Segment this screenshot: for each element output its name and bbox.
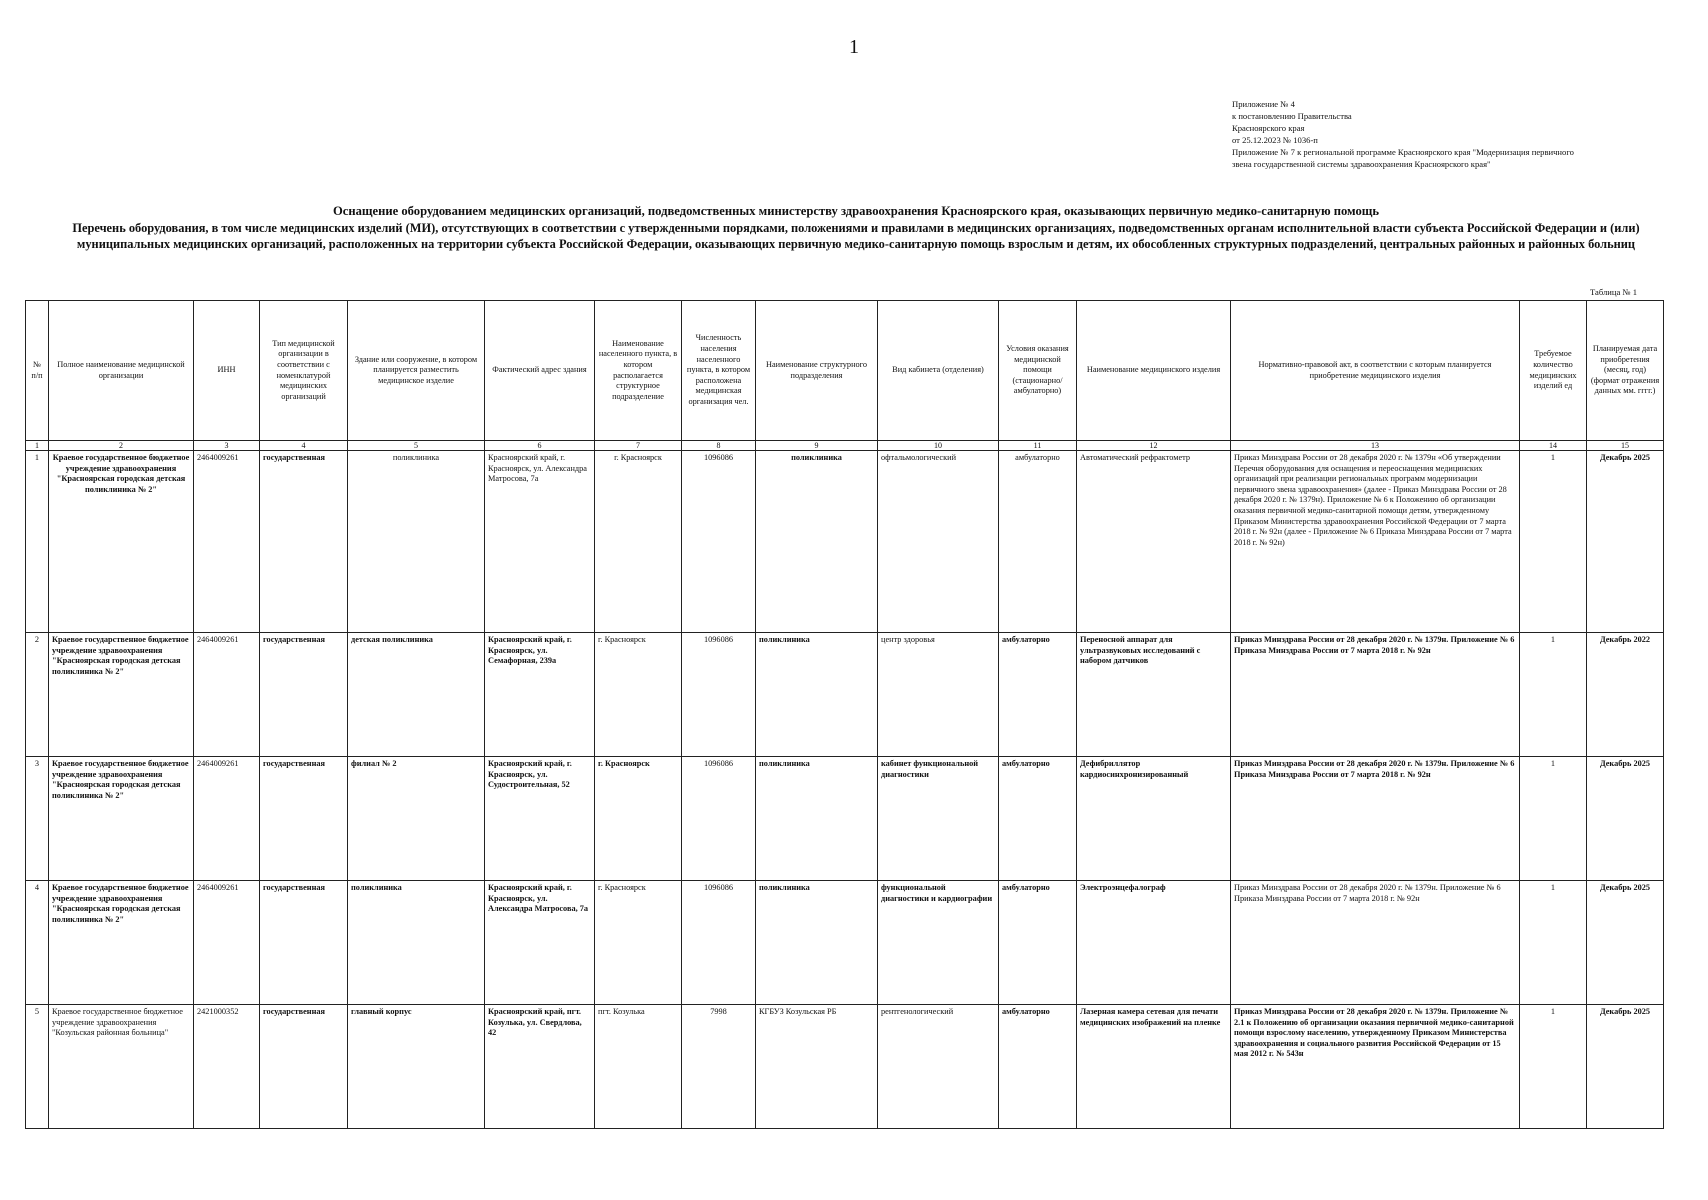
appendix-line: к постановлению Правительства bbox=[1232, 111, 1352, 121]
cell-locality: г. Красноярск bbox=[595, 451, 682, 633]
cell-cabinet: офтальмологический bbox=[878, 451, 999, 633]
cell-inn: 2421000352 bbox=[194, 1005, 260, 1129]
title-list: Перечень оборудования, в том числе медицинских изделий (МИ), отсутствующих в соответствии с утвержденными порядками, положениями и правилами в медицинских организациях, подведомственных органам исполнительной власти субъекта Российской Федерации и (или) муниципальных медицинских организаций, расположенных на территории субъекта Российской Федерации, оказывающих первичную медико-санитарную помощь взрослым и детям, их обособленных структурных подразделений, центральных районных и районных больниц bbox=[72, 221, 1640, 251]
cell-quantity: 1 bbox=[1520, 451, 1587, 633]
cell-quantity: 1 bbox=[1520, 881, 1587, 1005]
cell-date: Декабрь 2025 bbox=[1587, 881, 1664, 1005]
cell-address: Красноярский край, г. Красноярск, ул. Александра Матросова, 7а bbox=[485, 451, 595, 633]
cell-building: главный корпус bbox=[348, 1005, 485, 1129]
column-number: 13 bbox=[1231, 441, 1520, 451]
appendix-line: звена государственной системы здравоохранения Красноярского края" bbox=[1232, 159, 1491, 169]
column-header: Наименование населенного пункта, в котором располагается структурное подразделение bbox=[595, 301, 682, 441]
column-number: 4 bbox=[260, 441, 348, 451]
cell-organization: Краевое государственное бюджетное учреждение здравоохранения "Красноярская городская детская поликлиника № 2" bbox=[49, 633, 194, 757]
cell-device: Электроэнцефалограф bbox=[1077, 881, 1231, 1005]
cell-type: государственная bbox=[260, 633, 348, 757]
column-header: Наименование медицинского изделия bbox=[1077, 301, 1231, 441]
column-number: 12 bbox=[1077, 441, 1231, 451]
cell-legal-act: Приказ Минздрава России от 28 декабря 2020 г. № 1379н. Приложение № 6 Приказа Минздрава России от 7 марта 2018 г. № 92н bbox=[1231, 757, 1520, 881]
cell-legal-act: Приказ Минздрава России от 28 декабря 2020 г. № 1379н. Приложение № 2.1 к Положению об организации оказания первичной медико-санитарной помощи взрослому населению, утвержденному Приказом Министерства здравоохранения и социального развития Российской Федерации от 15 мая 2012 г. № 543н bbox=[1231, 1005, 1520, 1129]
cell-conditions: амбулаторно bbox=[999, 633, 1077, 757]
cell-organization: Краевое государственное бюджетное учреждение здравоохранения "Красноярская городская детская поликлиника № 2" bbox=[49, 451, 194, 633]
table-header-row bbox=[26, 301, 1664, 441]
cell-date: Декабрь 2025 bbox=[1587, 451, 1664, 633]
cell-address: Красноярский край, г. Красноярск, ул. Семафорная, 239а bbox=[485, 633, 595, 757]
cell-legal-act: Приказ Минздрава России от 28 декабря 2020 г. № 1379н. Приложение № 6 Приказа Минздрава России от 7 марта 2018 г. № 92н bbox=[1231, 633, 1520, 757]
cell-inn: 2464009261 bbox=[194, 633, 260, 757]
column-number: 8 bbox=[682, 441, 756, 451]
cell-number: 2 bbox=[26, 633, 49, 757]
column-number: 2 bbox=[49, 441, 194, 451]
cell-subdivision: поликлиника bbox=[756, 633, 878, 757]
cell-building: детская поликлиника bbox=[348, 633, 485, 757]
cell-inn: 2464009261 bbox=[194, 757, 260, 881]
appendix-line: Красноярского края bbox=[1232, 123, 1305, 133]
cell-address: Красноярский край, г. Красноярск, ул. Александра Матросова, 7а bbox=[485, 881, 595, 1005]
cell-number: 4 bbox=[26, 881, 49, 1005]
cell-type: государственная bbox=[260, 757, 348, 881]
cell-address: Красноярский край, г. Красноярск, ул. Судостроительная, 52 bbox=[485, 757, 595, 881]
cell-cabinet: рентгенологический bbox=[878, 1005, 999, 1129]
column-number: 15 bbox=[1587, 441, 1664, 451]
cell-type: государственная bbox=[260, 881, 348, 1005]
table-row bbox=[26, 1005, 1664, 1129]
column-header: Нормативно-правовой акт, в соответствии с которым планируется приобретение медицинского изделия bbox=[1231, 301, 1520, 441]
table-row bbox=[26, 451, 1664, 633]
column-number: 9 bbox=[756, 441, 878, 451]
column-number: 3 bbox=[194, 441, 260, 451]
cell-cabinet: функциональной диагностики и кардиографии bbox=[878, 881, 999, 1005]
column-header: Здание или сооружение, в котором планируется разместить медицинское изделие bbox=[348, 301, 485, 441]
cell-population: 7998 bbox=[682, 1005, 756, 1129]
cell-device: Дефибриллятор кардиосинхронизированный bbox=[1077, 757, 1231, 881]
column-header: Численность населения населенного пункта, в котором расположена медицинская организация чел. bbox=[682, 301, 756, 441]
appendix-line: Приложение № 7 к региональной программе Красноярского края "Модернизация первичного bbox=[1232, 147, 1574, 157]
column-number: 5 bbox=[348, 441, 485, 451]
cell-date: Декабрь 2025 bbox=[1587, 1005, 1664, 1129]
cell-subdivision: поликлиника bbox=[756, 881, 878, 1005]
table-row bbox=[26, 757, 1664, 881]
table-row bbox=[26, 633, 1664, 757]
cell-conditions: амбулаторно bbox=[999, 881, 1077, 1005]
column-number: 1 bbox=[26, 441, 49, 451]
cell-organization: Краевое государственное бюджетное учреждение здравоохранения "Красноярская городская детская поликлиника № 2" bbox=[49, 881, 194, 1005]
appendix-note bbox=[1232, 98, 1672, 170]
appendix-line: от 25.12.2023 № 1036-п bbox=[1232, 135, 1318, 145]
column-header: Фактический адрес здания bbox=[485, 301, 595, 441]
cell-cabinet: кабинет функциональной диагностики bbox=[878, 757, 999, 881]
cell-date: Декабрь 2022 bbox=[1587, 633, 1664, 757]
cell-building: филиал № 2 bbox=[348, 757, 485, 881]
cell-device: Переносной аппарат для ультразвуковых исследований с набором датчиков bbox=[1077, 633, 1231, 757]
equipment-table bbox=[25, 300, 1664, 1129]
column-header: № п/п bbox=[26, 301, 49, 441]
cell-quantity: 1 bbox=[1520, 1005, 1587, 1129]
cell-population: 1096086 bbox=[682, 633, 756, 757]
column-header: Наименование структурного подразделения bbox=[756, 301, 878, 441]
column-header: Планируемая дата приобретения (месяц, год) (формат отражения данных мм. гггг.) bbox=[1587, 301, 1664, 441]
cell-date: Декабрь 2025 bbox=[1587, 757, 1664, 881]
cell-organization: Краевое государственное бюджетное учреждение здравоохранения "Козульская районная больница" bbox=[49, 1005, 194, 1129]
cell-building: поликлиника bbox=[348, 881, 485, 1005]
table-row bbox=[26, 881, 1664, 1005]
cell-address: Красноярский край, пгт. Козулька, ул. Свердлова, 42 bbox=[485, 1005, 595, 1129]
document-titles bbox=[50, 203, 1662, 252]
cell-locality: г. Красноярск bbox=[595, 881, 682, 1005]
cell-type: государственная bbox=[260, 451, 348, 633]
cell-subdivision: КГБУЗ Козульская РБ bbox=[756, 1005, 878, 1129]
column-number-row bbox=[26, 441, 1664, 451]
cell-device: Автоматический рефрактометр bbox=[1077, 451, 1231, 633]
cell-population: 1096086 bbox=[682, 451, 756, 633]
column-header: Полное наименование медицинской организации bbox=[49, 301, 194, 441]
cell-quantity: 1 bbox=[1520, 757, 1587, 881]
cell-locality: пгт. Козулька bbox=[595, 1005, 682, 1129]
cell-number: 5 bbox=[26, 1005, 49, 1129]
cell-population: 1096086 bbox=[682, 881, 756, 1005]
column-header: ИНН bbox=[194, 301, 260, 441]
column-header: Тип медицинской организации в соответствии с номенклатурой медицинских организаций bbox=[260, 301, 348, 441]
cell-type: государственная bbox=[260, 1005, 348, 1129]
column-number: 11 bbox=[999, 441, 1077, 451]
cell-device: Лазерная камера сетевая для печати медицинских изображений на пленке bbox=[1077, 1005, 1231, 1129]
cell-subdivision: поликлиника bbox=[756, 451, 878, 633]
cell-organization: Краевое государственное бюджетное учреждение здравоохранения "Красноярская городская детская поликлиника № 2" bbox=[49, 757, 194, 881]
cell-conditions: амбулаторно bbox=[999, 451, 1077, 633]
cell-conditions: амбулаторно bbox=[999, 1005, 1077, 1129]
cell-number: 3 bbox=[26, 757, 49, 881]
cell-locality: г. Красноярск bbox=[595, 757, 682, 881]
cell-legal-act: Приказ Минздрава России от 28 декабря 2020 г. № 1379н. Приложение № 6 Приказа Минздрава России от 7 марта 2018 г. № 92н bbox=[1231, 881, 1520, 1005]
column-number: 14 bbox=[1520, 441, 1587, 451]
cell-conditions: амбулаторно bbox=[999, 757, 1077, 881]
column-header: Требуемое количество медицинских изделий ед bbox=[1520, 301, 1587, 441]
column-number: 10 bbox=[878, 441, 999, 451]
cell-legal-act: Приказ Минздрава России от 28 декабря 2020 г. № 1379н «Об утверждении Перечня оборудования для оснащения и переоснащения медицинских организаций при реализации региональных программ модернизации первичного звена здравоохранения» (далее - Приказ Минздрава России от 28 декабря 2020 г. № 1379н). Приложение № 6 к Положению об организации оказания первичной медико-санитарной помощи детям, утвержденному Приказом Министерства здравоохранения Российской Федерации от 7 марта 2018 г. № 92н (далее - Приложение № 6 Приказа Минздрава России от 7 марта 2018 г. № 92н) bbox=[1231, 451, 1520, 633]
table-label: Таблица № 1 bbox=[1590, 287, 1638, 297]
title-equipment: Оснащение оборудованием медицинских организаций, подведомственных министерству здравоохранения Красноярского края, оказывающих первичную медико-санитарную помощь bbox=[332, 204, 1380, 218]
column-header: Условия оказания медицинской помощи (стационарно/амбулаторно) bbox=[999, 301, 1077, 441]
cell-number: 1 bbox=[26, 451, 49, 633]
cell-locality: г. Красноярск bbox=[595, 633, 682, 757]
cell-building: поликлиника bbox=[348, 451, 485, 633]
cell-cabinet: центр здоровья bbox=[878, 633, 999, 757]
appendix-line: Приложение № 4 bbox=[1232, 99, 1295, 109]
cell-population: 1096086 bbox=[682, 757, 756, 881]
cell-inn: 2464009261 bbox=[194, 451, 260, 633]
cell-subdivision: поликлиника bbox=[756, 757, 878, 881]
cell-inn: 2464009261 bbox=[194, 881, 260, 1005]
page-number: 1 bbox=[849, 36, 859, 58]
column-header: Вид кабинета (отделения) bbox=[878, 301, 999, 441]
column-number: 7 bbox=[595, 441, 682, 451]
column-number: 6 bbox=[485, 441, 595, 451]
cell-quantity: 1 bbox=[1520, 633, 1587, 757]
